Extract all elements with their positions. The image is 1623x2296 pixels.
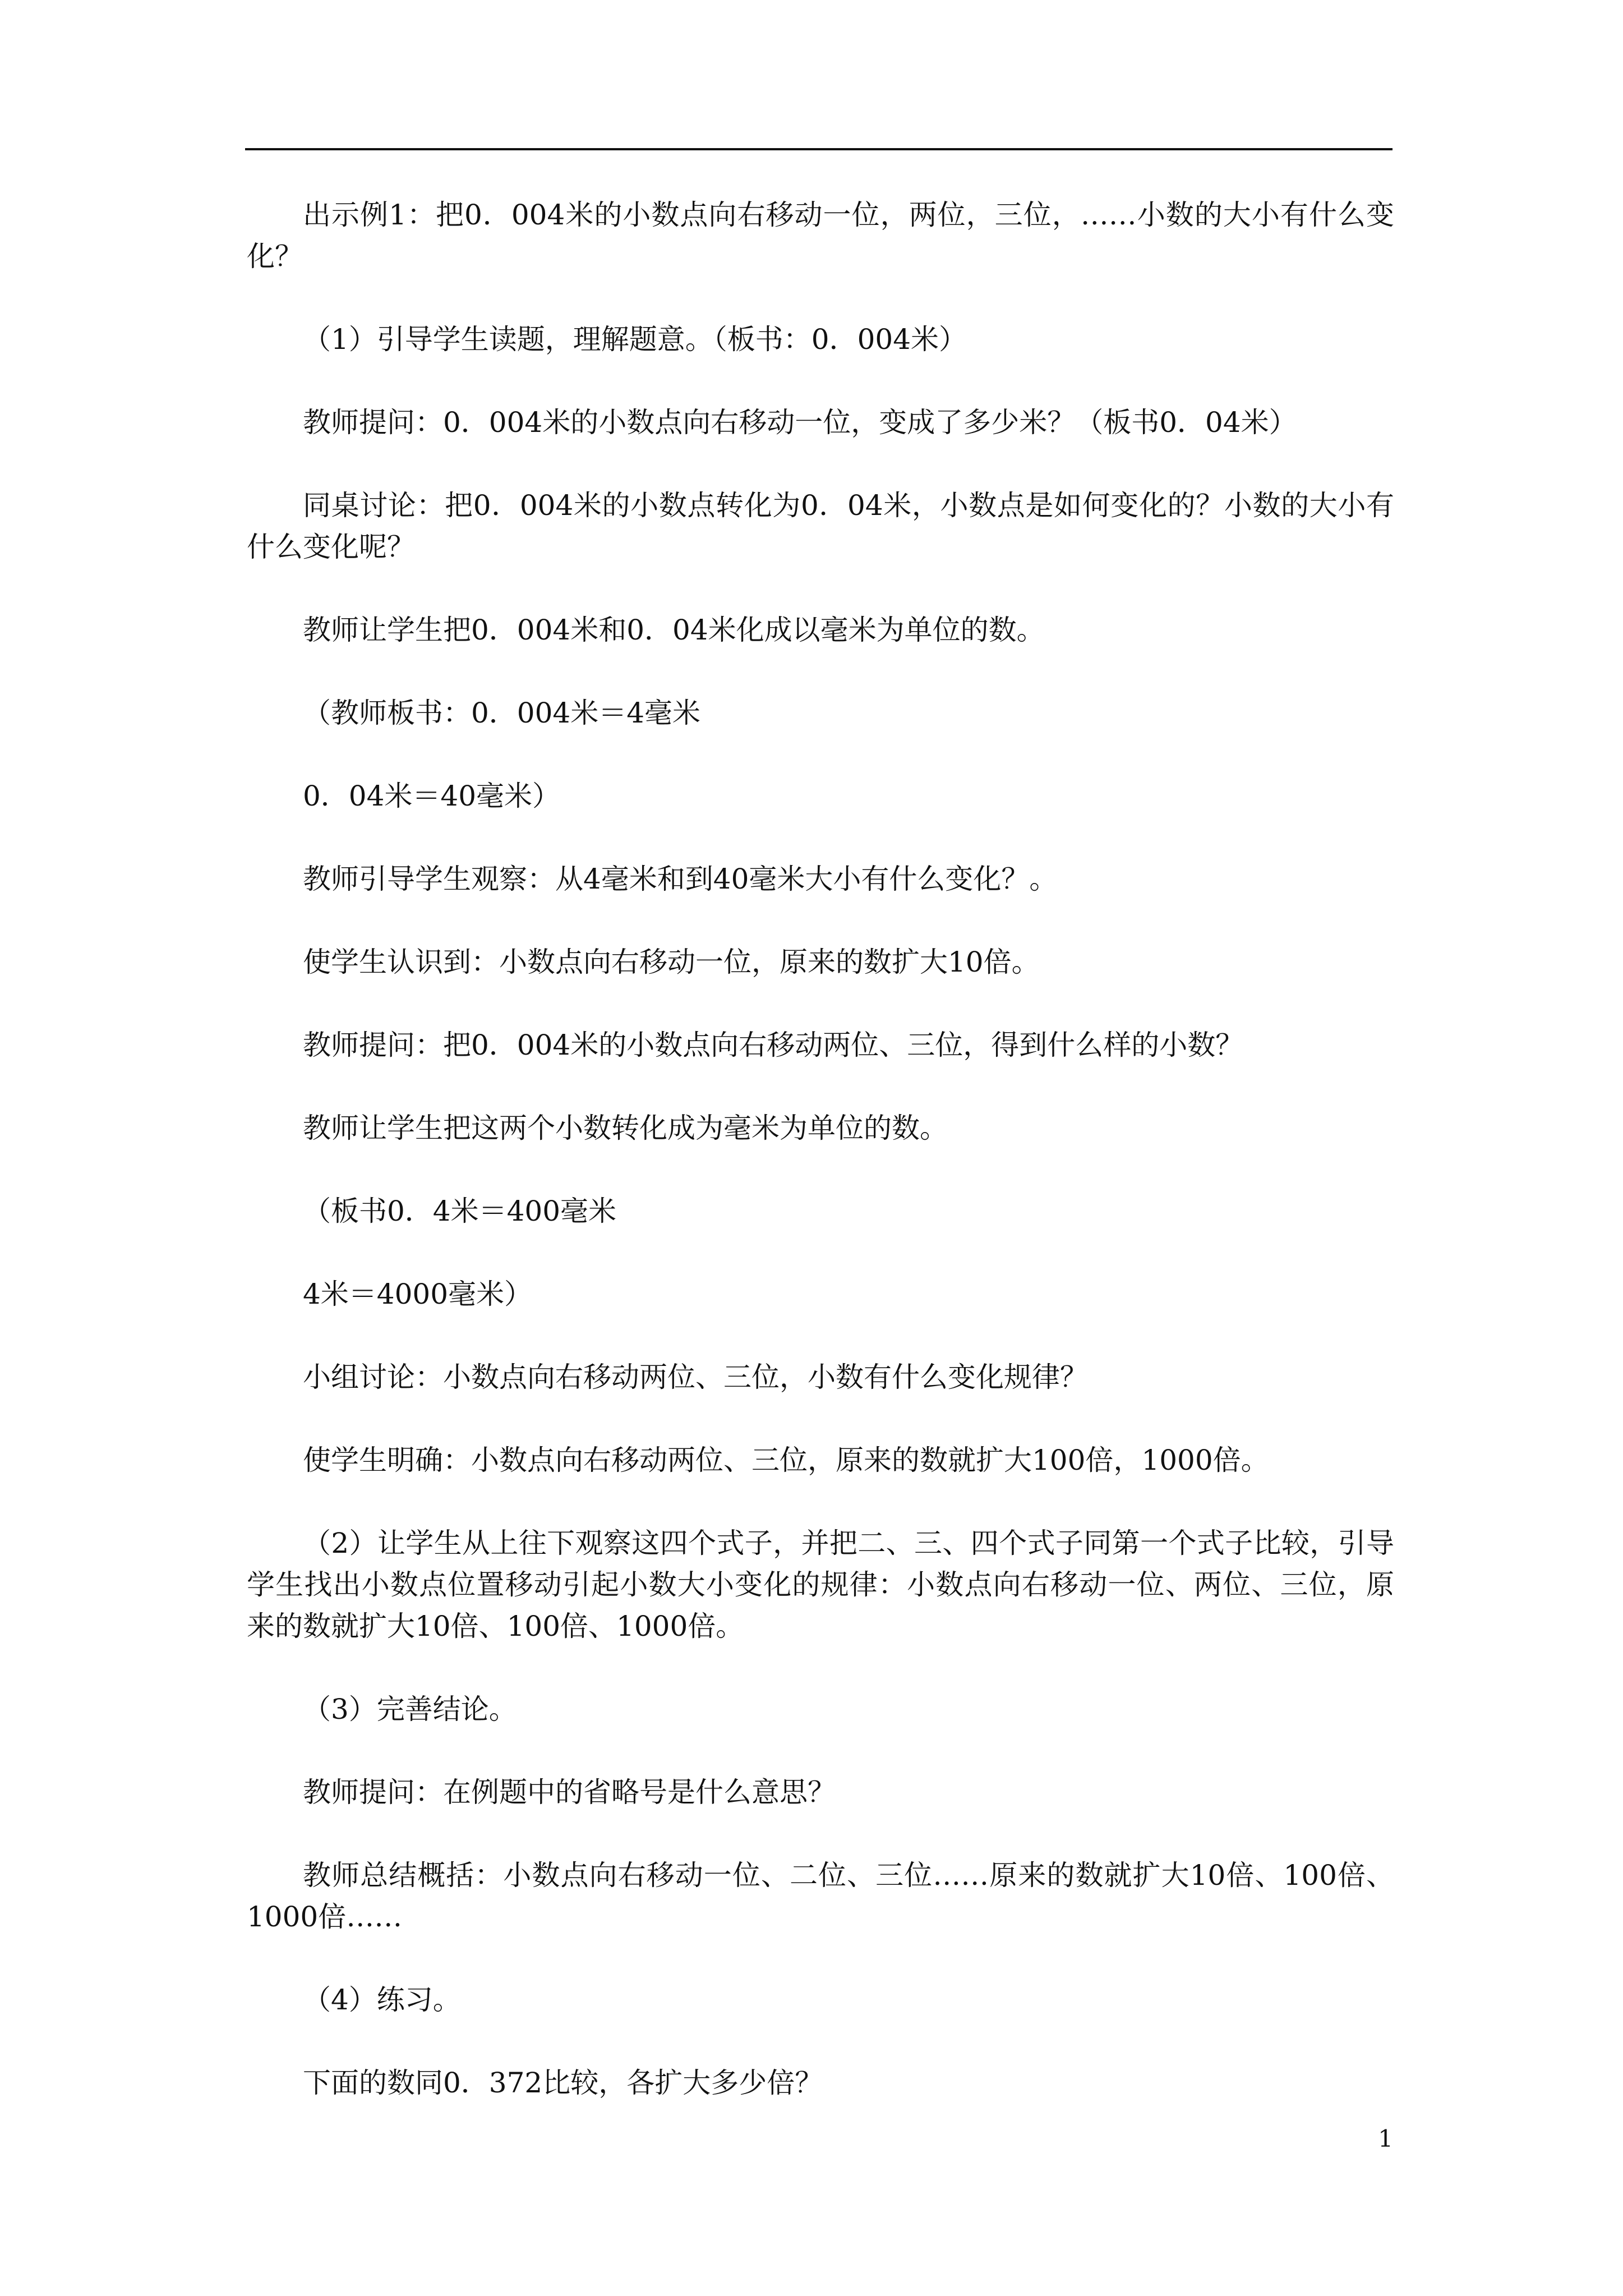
paragraph: 使学生认识到：小数点向右移动一位，原来的数扩大10倍。 [303,946,1040,978]
header-rule [245,148,1393,150]
paragraph: 教师提问：把0．004米的小数点向右移动两位、三位，得到什么样的小数？ [303,1029,1244,1061]
paragraph: （4）练习。 [303,1984,461,2016]
paragraph: （3）完善结论。 [303,1693,517,1726]
paragraph: （2）让学生从上往下观察这四个式子，并把二、三、四个式子同第一个式子比较，引导学生找出小数点位置移动引起小数大小变化的规律：小数点向右移动一位、两位、三位，原来的数就扩大10倍、100倍、1000倍。 [247,1527,1394,1642]
paragraph: 教师提问：0．004米的小数点向右移动一位，变成了多少米？（板书0．04米） [303,406,1297,439]
paragraph: （板书0．4米＝400毫米 [303,1195,617,1227]
paragraph: （1）引导学生读题，理解题意。（板书：0．004米） [303,323,967,356]
paragraph: 出示例1：把0．004米的小数点向右移动一位，两位，三位，……小数的大小有什么变化？ [247,199,1394,273]
paragraph: 小组讨论：小数点向右移动两位、三位，小数有什么变化规律？ [303,1361,1088,1393]
document-body [247,194,1394,2145]
paragraph: 下面的数同0．372比较，各扩大多少倍？ [303,2067,823,2099]
paragraph: 教师提问：在例题中的省略号是什么意思？ [303,1776,836,1809]
paragraph: （教师板书：0．004米＝4毫米 [303,697,701,729]
paragraph: 教师让学生把0．004米和0．04米化成以毫米为单位的数。 [303,614,1045,646]
paragraph: 使学生明确：小数点向右移动两位、三位，原来的数就扩大100倍，1000倍。 [303,1444,1269,1476]
paragraph: 同桌讨论：把0．004米的小数点转化为0．04米，小数点是如何变化的？小数的大小有什么变化呢？ [247,489,1394,563]
paragraph: 0．04米＝40毫米） [303,780,561,812]
paragraph: 教师总结概括：小数点向右移动一位、二位、三位……原来的数就扩大10倍、100倍、1000倍…… [247,1859,1394,1933]
paragraph: 4米＝4000毫米） [303,1278,533,1310]
page-number: 1 [1378,2125,1393,2152]
paragraph: 教师引导学生观察：从4毫米和到40毫米大小有什么变化？。 [303,863,1058,895]
paragraph: 教师让学生把这两个小数转化成为毫米为单位的数。 [303,1112,948,1144]
